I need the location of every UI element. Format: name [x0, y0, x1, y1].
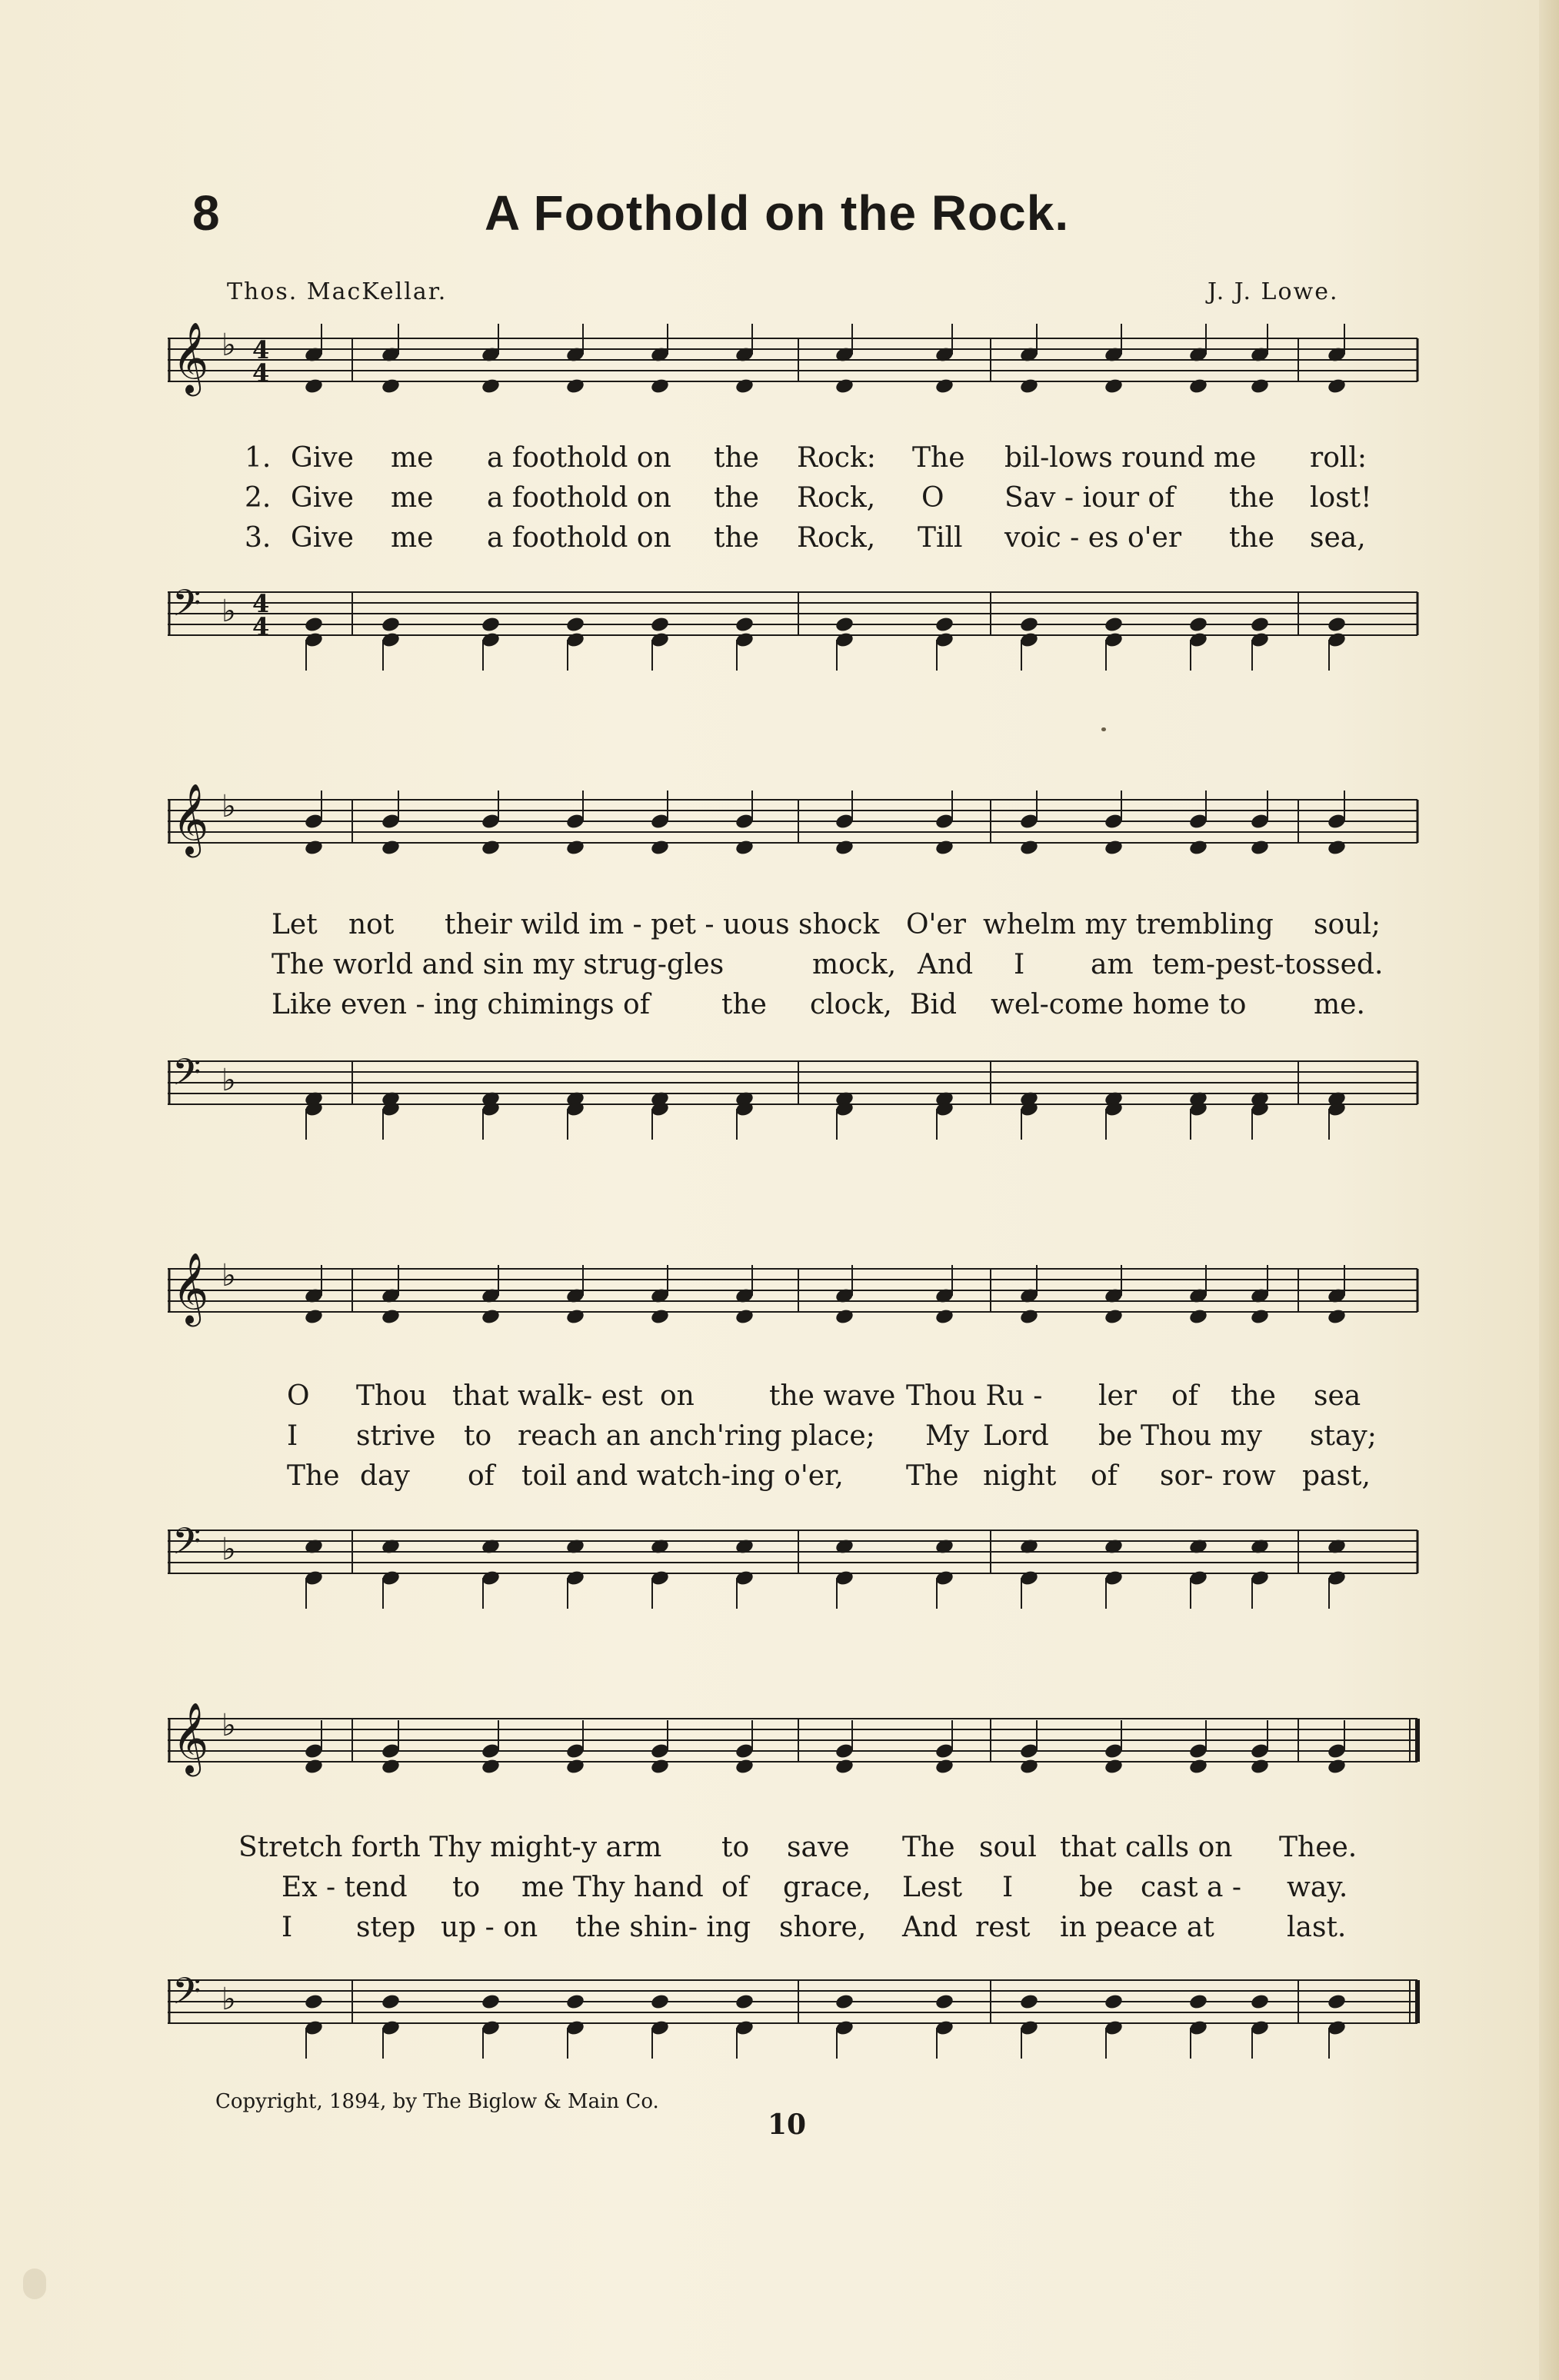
lyric-word: the — [714, 442, 759, 474]
note-head — [381, 839, 401, 857]
lyric-line — [168, 1872, 1423, 1912]
note-head — [481, 839, 501, 857]
lyric-word: roll: — [1310, 442, 1367, 474]
copyright-notice: Copyright, 1894, by The Biglow & Main Co. — [215, 2090, 659, 2113]
lyric-word: Rock: — [797, 442, 876, 474]
lyric-word: the wave — [769, 1380, 896, 1412]
lyric-word: toil and watch-ing o'er, — [521, 1460, 844, 1492]
lyric-word: me — [391, 442, 434, 474]
lyric-word: I — [1002, 1872, 1014, 1903]
note-head — [1019, 378, 1039, 395]
lyric-line — [168, 482, 1423, 522]
treble-clef-icon: 𝄞 — [172, 1252, 209, 1323]
note-head — [650, 1993, 670, 2011]
lyric-word: Ex - tend — [281, 1872, 408, 1903]
lyric-line — [168, 1912, 1423, 1952]
lyric-word: save — [787, 1832, 850, 1863]
note-head — [304, 1758, 324, 1776]
note-head — [304, 378, 324, 395]
note-head — [650, 378, 670, 395]
lyric-word: that calls on — [1060, 1832, 1233, 1863]
note-head — [481, 616, 501, 634]
lyric-word: Stretch forth Thy might-y arm — [238, 1832, 662, 1863]
lyric-word: clock, — [810, 989, 892, 1020]
note-head — [834, 839, 854, 857]
treble-clef-icon: 𝄞 — [172, 321, 209, 393]
note-head — [481, 1758, 501, 1776]
lyric-line — [168, 949, 1423, 989]
bass-staff-2 — [168, 1046, 1423, 1184]
verse-number: 3. — [245, 522, 271, 554]
lyric-word: The — [287, 1460, 340, 1492]
lyric-word: day — [360, 1460, 410, 1492]
lyric-word: Bid — [910, 989, 958, 1020]
note-head — [934, 1308, 954, 1326]
lyric-word: the — [1229, 482, 1274, 514]
lyric-word: Thou — [356, 1380, 428, 1412]
lyric-word: me — [391, 482, 434, 514]
lyric-word: My — [925, 1420, 970, 1452]
note-head — [304, 1308, 324, 1326]
note-head — [1019, 1308, 1039, 1326]
note-head — [735, 1993, 755, 2011]
lyric-word: to — [721, 1832, 750, 1863]
note-head — [735, 616, 755, 634]
page-number: 10 — [768, 2109, 807, 2141]
music-system-2 — [168, 784, 1423, 1184]
note-head — [1019, 1758, 1039, 1776]
ink-speck — [1101, 727, 1106, 731]
note-head — [735, 1758, 755, 1776]
lyric-word: way. — [1287, 1872, 1348, 1903]
lyric-word: me. — [1314, 989, 1365, 1020]
note-head — [934, 616, 954, 634]
note-head — [650, 616, 670, 634]
flat-icon: ♭ — [222, 1532, 236, 1567]
note-head — [735, 839, 755, 857]
lyric-word: strive — [356, 1420, 436, 1452]
note-head — [1104, 1993, 1124, 2011]
hymn-number: 8 — [192, 185, 220, 241]
lyric-word: me Thy hand — [521, 1872, 704, 1903]
lyric-word: be — [1098, 1420, 1133, 1452]
note-head — [381, 1993, 401, 2011]
treble-clef-icon: 𝄞 — [172, 1702, 209, 1773]
note-head — [1327, 1308, 1347, 1326]
note-head — [381, 616, 401, 634]
bass-clef-icon: 𝄢 — [172, 1050, 202, 1103]
note-head — [1327, 839, 1347, 857]
note-head — [1327, 378, 1347, 395]
lyric-word: Rock, — [797, 522, 876, 554]
time-signature-icon: 4 — [252, 358, 270, 388]
lyric-word: Lord — [983, 1420, 1049, 1452]
note-head — [934, 1758, 954, 1776]
note-head — [650, 839, 670, 857]
note-head — [834, 1993, 854, 2011]
lyric-word: Give — [291, 522, 354, 554]
flat-icon: ♭ — [222, 594, 236, 629]
note-head — [481, 1308, 501, 1326]
lyric-word: the — [1229, 522, 1274, 554]
lyric-word: me — [391, 522, 434, 554]
verse-number: 2. — [245, 482, 271, 514]
lyric-word: of — [468, 1460, 495, 1492]
lyric-word: the — [721, 989, 767, 1020]
lyric-word: last. — [1287, 1912, 1347, 1943]
flat-icon: ♭ — [222, 1258, 236, 1293]
lyric-word: I — [287, 1420, 298, 1452]
lyric-word: be — [1079, 1872, 1114, 1903]
bass-staff-3 — [168, 1515, 1423, 1653]
lyric-word: a foothold on — [487, 522, 671, 554]
note-head — [934, 378, 954, 395]
lyric-word: O — [287, 1380, 310, 1412]
note-head — [381, 1758, 401, 1776]
note-head — [304, 1993, 324, 2011]
note-head — [1250, 1758, 1270, 1776]
note-head — [381, 378, 401, 395]
lyric-line — [168, 442, 1423, 482]
lyric-word: mock, — [812, 949, 897, 980]
lyric-word: Thou my — [1141, 1420, 1262, 1452]
note-head — [1188, 839, 1208, 857]
music-system-3 — [168, 1253, 1423, 1653]
lyric-word: Give — [291, 442, 354, 474]
lyric-word: am — [1091, 949, 1134, 980]
lyric-word: step — [356, 1912, 416, 1943]
lyric-word: grace, — [783, 1872, 871, 1903]
lyric-word: The — [906, 1460, 959, 1492]
lyric-line — [168, 522, 1423, 562]
lyric-word: in peace at — [1060, 1912, 1214, 1943]
note-head — [304, 839, 324, 857]
note-head — [1104, 1308, 1124, 1326]
music-system-4 — [168, 1703, 1423, 2088]
lyric-word: voic - es o'er — [1004, 522, 1182, 554]
lyric-word: past, — [1302, 1460, 1371, 1492]
note-head — [934, 839, 954, 857]
composer-credit: J. J. Lowe. — [1208, 278, 1339, 305]
bass-clef-icon: 𝄢 — [172, 1969, 202, 2022]
note-head — [735, 378, 755, 395]
note-head — [481, 1993, 501, 2011]
flat-icon: ♭ — [222, 328, 236, 363]
lyric-word: And — [918, 949, 974, 980]
lyric-word: bil-lows round me — [1004, 442, 1257, 474]
lyric-word: The — [902, 1832, 955, 1863]
lyric-word: shore, — [779, 1912, 867, 1943]
lyric-word: soul; — [1314, 909, 1381, 940]
lyric-word: the — [714, 522, 759, 554]
lyric-word: I — [281, 1912, 293, 1943]
lyric-word: night — [983, 1460, 1057, 1492]
note-head — [934, 1993, 954, 2011]
lyric-word: to — [452, 1872, 481, 1903]
lyric-word: up - on — [441, 1912, 538, 1943]
lyric-word: Give — [291, 482, 354, 514]
lyric-word: whelm my trembling — [983, 909, 1274, 940]
lyric-word: And — [902, 1912, 958, 1943]
note-head — [304, 616, 324, 634]
bass-clef-icon: 𝄢 — [172, 1520, 202, 1572]
lyric-word: the — [1231, 1380, 1276, 1412]
lyric-word: Till — [918, 522, 963, 554]
note-head — [1327, 616, 1347, 634]
note-head — [1188, 1308, 1208, 1326]
lyric-word: cast a - — [1141, 1872, 1242, 1903]
flat-icon: ♭ — [222, 1982, 236, 2017]
note-head — [834, 1758, 854, 1776]
note-head — [565, 1758, 585, 1776]
page-stain — [23, 2268, 46, 2299]
note-head — [1188, 378, 1208, 395]
lyric-word: Let — [271, 909, 318, 940]
flat-icon: ♭ — [222, 1708, 236, 1743]
lyric-word: a foothold on — [487, 482, 671, 514]
lyric-word: tem-pest-tossed. — [1152, 949, 1384, 980]
note-head — [1019, 1993, 1039, 2011]
note-head — [565, 378, 585, 395]
note-head — [735, 1308, 755, 1326]
note-head — [1188, 1758, 1208, 1776]
note-head — [1250, 378, 1270, 395]
lyric-word: lost! — [1310, 482, 1372, 514]
lyric-word: Thou Ru - — [906, 1380, 1043, 1412]
lyric-word: Sav - iour of — [1004, 482, 1175, 514]
verse-number: 1. — [245, 442, 271, 474]
bass-clef-icon: 𝄢 — [172, 581, 202, 634]
lyric-word: Thee. — [1279, 1832, 1357, 1863]
lyric-word: The world and sin my strug-gles — [271, 949, 725, 980]
lyric-word: O — [921, 482, 944, 514]
lyric-line — [168, 1380, 1423, 1420]
note-head — [650, 1758, 670, 1776]
note-head — [1250, 839, 1270, 857]
lyric-word: the — [714, 482, 759, 514]
note-head — [1188, 1993, 1208, 2011]
treble-staff-4 — [168, 1703, 1423, 1819]
lyric-word: wel-come home to — [991, 989, 1247, 1020]
lyric-line — [168, 989, 1423, 1029]
note-head — [650, 1308, 670, 1326]
lyric-word: sea, — [1310, 522, 1366, 554]
lyric-word: not — [348, 909, 395, 940]
note-head — [565, 1993, 585, 2011]
note-head — [565, 839, 585, 857]
note-head — [1104, 616, 1124, 634]
lyric-line — [168, 909, 1423, 949]
music-system-1 — [168, 323, 1423, 723]
note-head — [1104, 378, 1124, 395]
lyric-word: I — [1014, 949, 1025, 980]
note-head — [1104, 1758, 1124, 1776]
lyric-line — [168, 1460, 1423, 1500]
treble-staff-3 — [168, 1253, 1423, 1369]
lyric-word: that walk- est — [452, 1380, 643, 1412]
flat-icon: ♭ — [222, 789, 236, 824]
time-signature-icon: 4 — [252, 589, 270, 618]
lyric-word: Rock, — [797, 482, 876, 514]
note-head — [1104, 839, 1124, 857]
note-head — [381, 1308, 401, 1326]
treble-clef-icon: 𝄞 — [172, 783, 209, 854]
treble-staff-2 — [168, 784, 1423, 900]
lyric-word: ler — [1098, 1380, 1138, 1412]
note-head — [1327, 1993, 1347, 2011]
lyric-word: of — [1091, 1460, 1118, 1492]
page-edge — [1539, 0, 1559, 2380]
lyric-word: their wild im - pet - uous shock — [445, 909, 880, 940]
lyric-word: to — [464, 1420, 492, 1452]
note-head — [1250, 1993, 1270, 2011]
note-head — [565, 1308, 585, 1326]
lyricist-credit: Thos. MacKellar. — [227, 278, 448, 305]
lyric-word: of — [721, 1872, 748, 1903]
lyric-word: the shin- ing — [575, 1912, 751, 1943]
lyric-word: Like even - ing chimings of — [271, 989, 651, 1020]
lyric-word: sea — [1314, 1380, 1361, 1412]
lyric-word: O'er — [906, 909, 966, 940]
note-head — [1019, 616, 1039, 634]
lyric-word: The — [912, 442, 965, 474]
lyric-word: a foothold on — [487, 442, 671, 474]
treble-staff-1 — [168, 323, 1423, 438]
note-head — [834, 616, 854, 634]
note-head — [1019, 839, 1039, 857]
note-head — [1250, 616, 1270, 634]
bass-staff-4 — [168, 1965, 1423, 2088]
lyric-word: on — [660, 1380, 695, 1412]
lyric-word: stay; — [1310, 1420, 1377, 1452]
note-head — [1188, 616, 1208, 634]
note-head — [1327, 1758, 1347, 1776]
lyric-word: Lest — [902, 1872, 963, 1903]
lyric-word: reach an anch'ring place; — [518, 1420, 875, 1452]
time-signature-icon: 4 — [252, 335, 270, 364]
lyric-word: rest — [975, 1912, 1031, 1943]
lyric-word: sor- row — [1160, 1460, 1276, 1492]
note-head — [481, 378, 501, 395]
lyric-line — [168, 1832, 1423, 1872]
hymn-title: A Foothold on the Rock. — [485, 185, 1070, 241]
lyric-word: soul — [979, 1832, 1037, 1863]
lyric-word: of — [1171, 1380, 1198, 1412]
note-head — [834, 1308, 854, 1326]
note-head — [1250, 1308, 1270, 1326]
time-signature-icon: 4 — [252, 612, 270, 641]
note-head — [565, 616, 585, 634]
bass-staff-1 — [168, 577, 1423, 715]
lyric-line — [168, 1420, 1423, 1460]
flat-icon: ♭ — [222, 1063, 236, 1098]
note-head — [834, 378, 854, 395]
